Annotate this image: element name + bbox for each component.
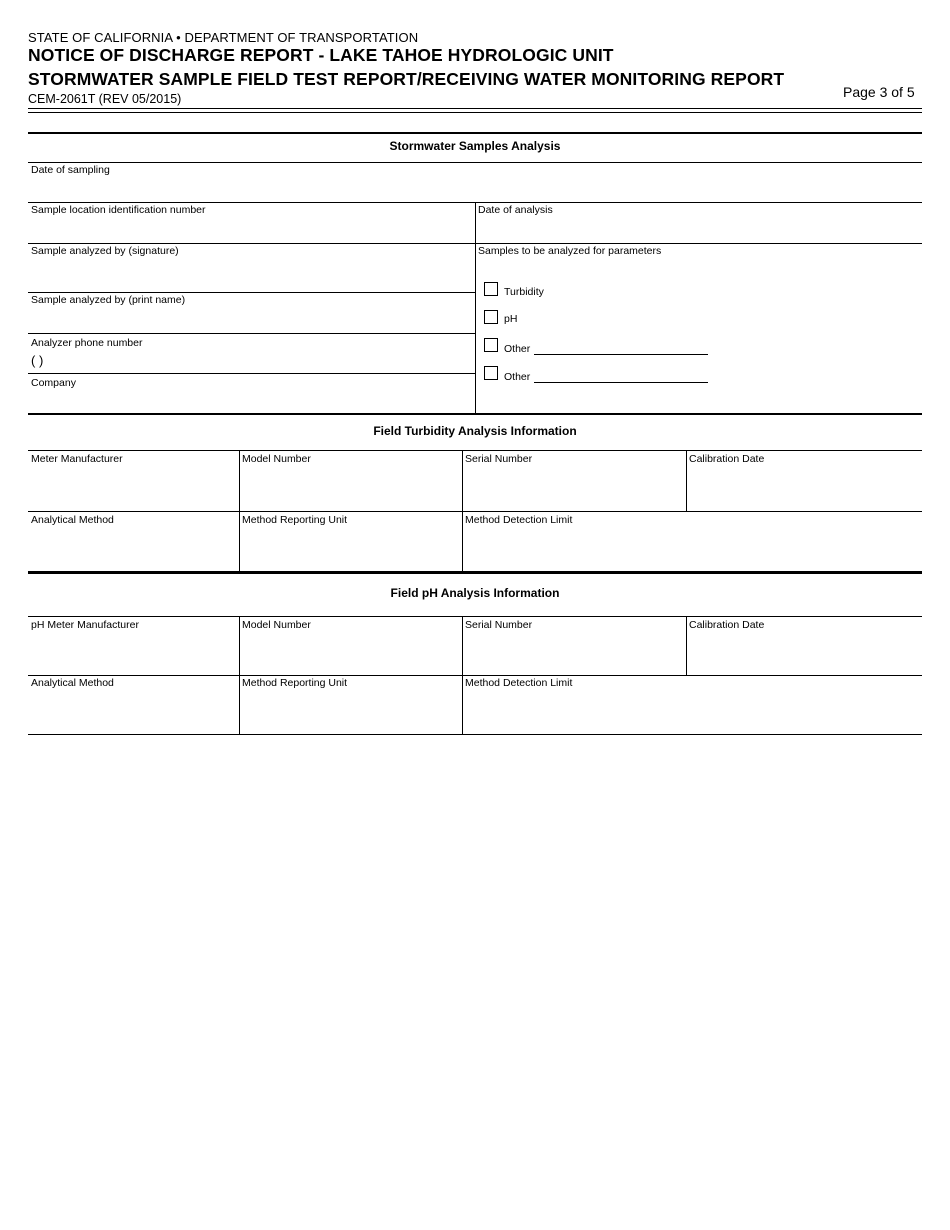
- column-divider: [475, 202, 476, 414]
- ph-calibration-date-label: Calibration Date: [689, 619, 765, 631]
- turbidity-checkbox[interactable]: [484, 282, 498, 296]
- analyzer-phone-field[interactable]: [28, 334, 475, 373]
- date-of-sampling-label: Date of sampling: [31, 164, 110, 176]
- phone-area-code-parens: ( ): [31, 353, 44, 368]
- sample-location-id-label: Sample location identification number: [31, 204, 206, 216]
- turbidity-meter-manufacturer-label: Meter Manufacturer: [31, 453, 123, 465]
- turbidity-calibration-date-field[interactable]: [687, 451, 922, 511]
- turbidity-serial-number-field[interactable]: [463, 451, 686, 511]
- company-field[interactable]: [28, 374, 475, 413]
- date-of-analysis-field[interactable]: [476, 203, 922, 243]
- turbidity-method-detection-limit-label: Method Detection Limit: [465, 514, 573, 526]
- form-title-line-1: NOTICE OF DISCHARGE REPORT - LAKE TAHOE HYDROLOGIC UNIT: [28, 45, 614, 65]
- section-border: [28, 413, 922, 415]
- turbidity-serial-number-label: Serial Number: [465, 453, 533, 465]
- turbidity-analytical-method-label: Analytical Method: [31, 514, 114, 526]
- section-border-bottom: [28, 734, 922, 735]
- header-divider-bottom: [28, 112, 922, 113]
- turbidity-model-number-field[interactable]: [240, 451, 462, 511]
- ph-model-number-label: Model Number: [242, 619, 311, 631]
- ph-meter-manufacturer-label: pH Meter Manufacturer: [31, 619, 139, 631]
- analyzer-phone-label: Analyzer phone number: [31, 337, 143, 349]
- analyzed-by-print-field[interactable]: [28, 293, 475, 333]
- ph-checkbox-label: pH: [504, 313, 518, 325]
- sample-location-id-field[interactable]: [28, 203, 475, 243]
- turbidity-analytical-method-field[interactable]: [28, 512, 239, 571]
- form-title-line-2: STORMWATER SAMPLE FIELD TEST REPORT/RECEIVING WATER MONITORING REPORT: [28, 69, 785, 89]
- other-2-input-line[interactable]: [534, 382, 708, 383]
- turbidity-model-number-label: Model Number: [242, 453, 311, 465]
- turbidity-calibration-date-label: Calibration Date: [689, 453, 765, 465]
- page-number: Page 3 of 5: [843, 84, 915, 100]
- section-border-top: [28, 132, 922, 134]
- ph-serial-number-field[interactable]: [463, 617, 686, 675]
- form-number: CEM-2061T (REV 05/2015): [28, 92, 182, 106]
- section-border: [28, 571, 922, 574]
- parameters-label: Samples to be analyzed for parameters: [478, 245, 662, 257]
- ph-model-number-field[interactable]: [240, 617, 462, 675]
- other-checkbox-1[interactable]: [484, 338, 498, 352]
- company-label: Company: [31, 377, 76, 389]
- date-of-analysis-label: Date of analysis: [478, 204, 553, 216]
- turbidity-meter-manufacturer-field[interactable]: [28, 451, 239, 511]
- header-divider-top: [28, 108, 922, 109]
- turbidity-method-detection-limit-field[interactable]: [463, 512, 922, 571]
- ph-method-detection-limit-field[interactable]: [463, 676, 922, 734]
- analyzed-by-signature-label: Sample analyzed by (signature): [31, 245, 179, 257]
- analyzed-by-signature-field[interactable]: [28, 244, 475, 292]
- ph-meter-manufacturer-field[interactable]: [28, 617, 239, 675]
- other-checkbox-2[interactable]: [484, 366, 498, 380]
- ph-method-detection-limit-label: Method Detection Limit: [465, 677, 573, 689]
- ph-calibration-date-field[interactable]: [687, 617, 922, 675]
- turbidity-heading: Field Turbidity Analysis Information: [373, 424, 577, 438]
- turbidity-checkbox-label: Turbidity: [504, 286, 544, 298]
- turbidity-method-reporting-unit-field[interactable]: [240, 512, 462, 571]
- other-checkbox-2-label: Other: [504, 371, 531, 383]
- ph-method-reporting-unit-field[interactable]: [240, 676, 462, 734]
- other-checkbox-1-label: Other: [504, 343, 531, 355]
- other-1-input-line[interactable]: [534, 354, 708, 355]
- date-of-sampling-field[interactable]: [28, 163, 922, 202]
- turbidity-method-reporting-unit-label: Method Reporting Unit: [242, 514, 348, 526]
- ph-checkbox[interactable]: [484, 310, 498, 324]
- ph-heading: Field pH Analysis Information: [390, 586, 560, 600]
- agency-line: STATE OF CALIFORNIA • DEPARTMENT OF TRANSPORTATION: [28, 30, 419, 45]
- ph-serial-number-label: Serial Number: [465, 619, 533, 631]
- ph-analytical-method-field[interactable]: [28, 676, 239, 734]
- stormwater-samples-heading: Stormwater Samples Analysis: [389, 139, 561, 153]
- analyzed-by-print-label: Sample analyzed by (print name): [31, 294, 186, 306]
- ph-method-reporting-unit-label: Method Reporting Unit: [242, 677, 348, 689]
- ph-analytical-method-label: Analytical Method: [31, 677, 114, 689]
